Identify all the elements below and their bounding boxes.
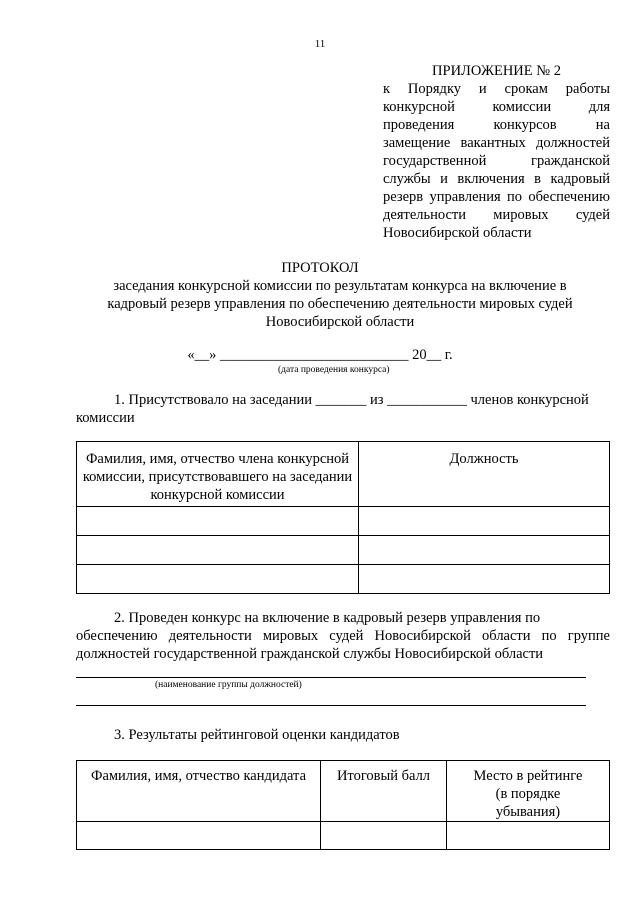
- appendix-title: ПРИЛОЖЕНИЕ № 2: [432, 63, 561, 79]
- appendix-text: [383, 80, 610, 242]
- appendix-line: государственной гражданской: [383, 153, 610, 169]
- appendix-line: замещение вакантных должностей: [383, 135, 610, 151]
- table-row: [77, 507, 610, 536]
- section-2-first-line: 2. Проведен конкурс на включение в кадровый резерв управления по: [114, 610, 541, 626]
- group-name-line-2[interactable]: [76, 705, 586, 706]
- section-1-line1: 1. Присутствовало на заседании _______ из ___________ членов конкурсной: [114, 392, 589, 408]
- protocol-title: ПРОТОКОЛ: [281, 260, 359, 276]
- section-1-text: [76, 391, 610, 427]
- date-line: «__» __________________________ 20__ г.: [187, 347, 453, 363]
- table-cell[interactable]: [359, 565, 610, 594]
- table-cell[interactable]: [359, 536, 610, 565]
- table-row: [77, 536, 610, 565]
- table-header-row: [77, 761, 610, 822]
- members-table: [76, 441, 610, 594]
- protocol-subtitle: заседания конкурсной комиссии по результатам конкурса на включение в кадровый резерв управления по обеспечению деятельности мировых судей Новосибирской области: [107, 278, 573, 330]
- section-3-text: 3. Результаты рейтинговой оценки кандидатов: [114, 727, 400, 743]
- appendix-line: к Порядку и срокам работы: [383, 81, 610, 97]
- table-cell[interactable]: [321, 822, 447, 850]
- group-name-line[interactable]: [76, 677, 586, 678]
- group-caption: (наименование группы должностей): [155, 680, 302, 690]
- appendix-header: [383, 62, 610, 242]
- table-row: [77, 565, 610, 594]
- table-header-cell: Место в рейтинге (в порядке убывания): [447, 761, 610, 822]
- section-2-rest: обеспечению деятельности мировых судей Новосибирской области по группе должностей государственной гражданской службы Новосибирской области: [76, 628, 610, 662]
- table-header-cell: Фамилия, имя, отчество кандидата: [77, 761, 321, 822]
- table-cell[interactable]: [359, 507, 610, 536]
- date-caption: (дата проведения конкурса): [278, 365, 390, 375]
- table-header-row: [77, 442, 610, 507]
- section-1-line2: комиссии: [76, 410, 135, 426]
- table-cell[interactable]: [77, 822, 321, 850]
- table-cell[interactable]: [447, 822, 610, 850]
- appendix-line: деятельности мировых судей: [383, 207, 610, 223]
- table-header-cell: Фамилия, имя, отчество члена конкурсной комиссии, присутствовавшего на заседании конкурсной комиссии: [77, 442, 359, 507]
- page-number: 11: [314, 38, 326, 50]
- appendix-line: резерв управления по обеспечению: [383, 189, 610, 205]
- table-header-cell: Должность: [359, 442, 610, 507]
- table-header-cell: Итоговый балл: [321, 761, 447, 822]
- appendix-line: проведения конкурсов на: [383, 117, 610, 133]
- table-cell[interactable]: [77, 507, 359, 536]
- table-cell[interactable]: [77, 536, 359, 565]
- section-2-text: [76, 609, 610, 663]
- rating-table: [76, 760, 610, 850]
- appendix-line: конкурсной комиссии для: [383, 99, 610, 115]
- appendix-line: Новосибирской области: [383, 225, 532, 241]
- appendix-line: службы и включения в кадровый: [383, 171, 610, 187]
- table-row: [77, 822, 610, 850]
- table-cell[interactable]: [77, 565, 359, 594]
